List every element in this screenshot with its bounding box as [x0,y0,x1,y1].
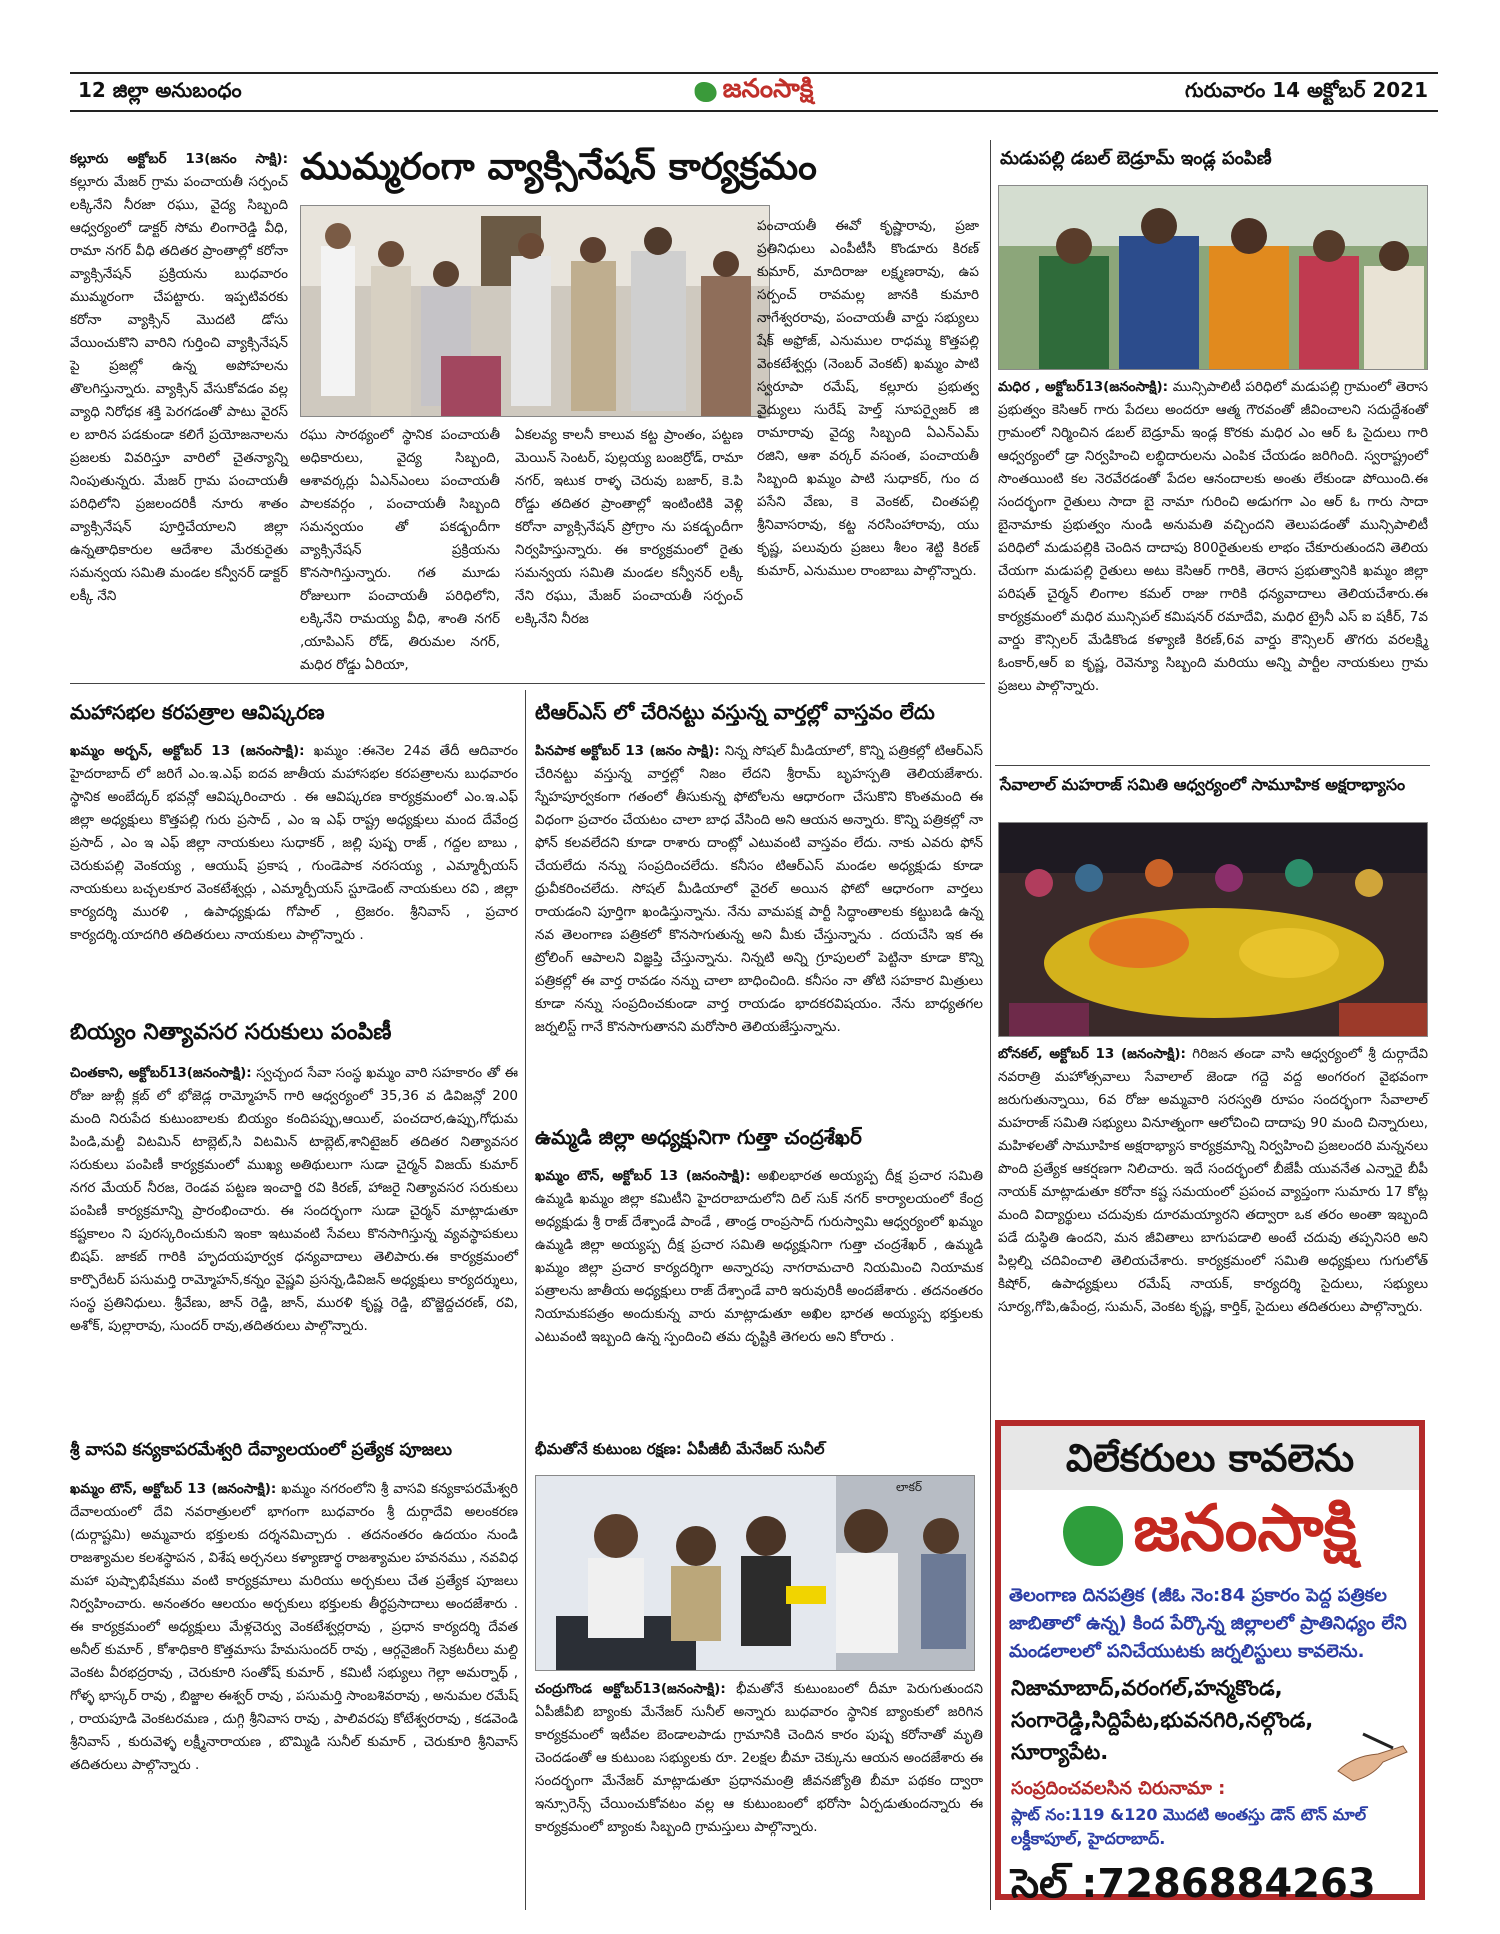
vasavi-dateline: ఖమ్మం టౌన్, అక్టోబర్ 13 (జనంసాక్షి): [70,1481,277,1497]
vasavi-headline: శ్రీ వాసవి కన్యకాపరమేశ్వరి దేవ్యాలయంలో ప్రత్యేక పూజలు [70,1440,452,1460]
sevalal-photo [998,822,1428,1037]
sevalal-dateline: బోనకల్, అక్టోబర్ 13 (జనంసాక్షి): [998,1046,1186,1062]
ad-description: తెలంగాణ దినపత్రిక (జీఓ నెం:84 ప్రకారం పెద్ద పత్రికల జాబితాలో ఉన్న) కింద పేర్కొన్న జిల్లాలలో ప్రాతినిధ్యం లేని మండలాలలో పనిచేయుటకు జర్నలిస్టులు కావలెను. [1009,1585,1407,1662]
mahasabha-dateline: ఖమ్మం అర్బన్, అక్టోబర్ 13 (జనంసాక్షి): [70,743,305,759]
ad-title: విలేకరులు కావలెను [1001,1426,1419,1490]
madupalli-photo [998,185,1428,370]
biyyam-body [70,1062,518,1338]
mahasabha-text: ఖమ్మం :ఈనెల 24వ తేదీ ఆదివారం హైదరాబాద్ లో జరిగే ఎం.ఇ.ఎఫ్ ఐదవ జాతీయ మహాసభల కరపత్రాలను బుధవారం స్థానిక అంబేద్కర్ భవన్లో ఆవిష్కరించారు . ఈ ఆవిష్కరణ కార్యక్రమంలో ఎం.ఇ.ఎఫ్ జిల్లా అధ్యక్షులు కొత్తపల్లి గురు ప్రసాద్ , ఎం ఇ ఎఫ్ రాష్ట్ర అధ్యక్షులు మంద దేవేంద్ర ప్రసాద్ , ఎం ఇ ఎఫ్ జిల్లా నాయకులు సుధాకర్ , జల్లి పుష్ప రాజ్ , గద్దల బాబు , చెరుకుపల్లి వెంకయ్య , ఆయుష్ ప్రకాష , గుండెపాక నరసయ్య , ఎమ్మార్పీయస్ నాయకులు బచ్చలకూర వెంకటేశ్వర్లు , ఎమ్మార్పీయస్ స్టూడెంట్ నాయకులు రవి , జిల్లా కార్యదర్శి మురళి , ఉపాధ్యక్షుడు గోపాల్ , ట్రెజరం. శ్రీనివాస్ , ప్రచార కార్యదర్శి.యాదగిరి తదితరులు నాయకులు పాల్గొన్నారు . [70,743,518,943]
vaccine-col-2 [300,424,500,677]
issue-date: గురువారం 14 అక్టోబర్ 2021 [1184,77,1428,102]
vaccine-col-1 [70,148,288,608]
page-number-section: 12 జిల్లా అనుబంధం [78,77,242,102]
trs-body [535,740,983,1039]
vaccine-col-4 [757,215,979,583]
biyyam-text: స్వచ్చంద సేవా సంస్థ ఖమ్మం వారి సహకారం తో ఈ రోజు జుబ్లీ క్లబ్ లో భోజెడ్ల రామ్మోహన్ గారి ఆధ్వర్యంలో 35,36 వ డివిజన్లో 200 మంది నిరుపేద కుటుంబాలకు బియ్యం కందిపప్పు,ఆయిల్, పంచదార,ఉప్పు,గోధుమ పిండి,మల్టీ విటమిన్ టాబ్లెట్,సి విటమిన్ టాబ్లెట్,శానిటైజర్ తదితర నిత్యావసర సరుకులు పంపిణీ కార్యక్రమంలో ముఖ్య అతిథులుగా సుడా చైర్మన్ విజయ్ కుమార్ నగర మేయర్ నీరజ, రెండవ పట్టణ ఇంచార్జి రవి కిరణ్, హాజరై నిత్యావసర సరుకులు పంపిణీ కార్యక్రమాన్ని ప్రారంభించారు. ఈ సందర్భంగా సుడా చైర్మన్ మాట్లాడుతూ కష్టకాలం ని పురస్కరించుకుని ఇంకా ఇటువంటి సేవలు కొనసాగిస్తున్న వ్యవస్థాపకులు బిషప్. జాకబ్ గారికి హృదయపూర్వక ధన్యవాదాలు తెలిపారు.ఈ కార్యక్రమంలో కార్పొరేటర్ పసుమర్తి రామ్మోహన్,కన్నం వైష్ణవి ప్రసన్న,డివిజన్ అధ్యక్షులు కార్యదర్శులు, సంస్థ ప్రతినిధులు. శ్రీవేణు, జాన్ రెడ్డి, జాన్, మురళి కృష్ణ రెడ్డి, బొజ్జెద్దచరణ్, రవి, అశోక్, పుల్లారావు, సుందర్ రావు,తదితరులు పాల్గొన్నారు. [70,1065,518,1334]
ad-address: ప్లాట్ నం:119 &120 మొదటి అంతస్తు డౌన్ టౌన్ మాల్ లక్డీకాపూల్, హైదరాబాద్. [1011,1805,1367,1848]
section-rule [995,765,1430,766]
writing-hand-icon [1333,1726,1413,1786]
madupalli-dateline: మధిర , అక్టోబర్13(జనంసాక్షి): [998,379,1169,395]
masthead-title: జనంసాక్షి [722,74,814,104]
vaccine-dateline: కల్లూరు అక్టోబర్ 13(జనం సాక్షి): [70,151,288,167]
vasavi-text: ఖమ్మం నగరంలోని శ్రీ వాసవి కన్యకాపరమేశ్వరి దేవాలయంలో దేవి నవరాత్రులలో భాగంగా బుధవారం శ్రీ దుర్గాదేవి అలంకరణ (దుర్గాష్టమి) అమ్మవారు భక్తులకు దర్శనమిచ్చారు . తదనంతరం ఉదయం నుండి రాజశ్యామల కలశస్థాపన , విశేష అర్చనలు కళ్యాణార్థ రాజశ్యామల హవనము , నవవిధ మహా పుష్పాభిషేకము వంటి కార్యక్రమాలు మరియు అర్చకులు చేత ప్రత్యేక పూజలు నిర్వహించారు. అనంతరం ఆలయం అర్చకులు భక్తులకు తీర్థప్రసాదాలు అందజేశారు . ఈ కార్యక్రమంలో అధ్యక్షులు మేళ్లచెర్వు వెంకటేశ్వర్లరావు , ప్రధాన కార్యదర్శి దేవత అనీల్ కుమార్ , కోశాధికారి కొత్తమాసు హేమసుందర్ రావు , ఆర్గనైజింగ్ సెక్రటరీలు మల్ది వెంకట వీరభద్రరావు , చెరుకూరి సంతోష్ కుమార్ , కమిటీ సభ్యులు గెల్లా అమర్నాథ్ , గోళ్ళ భాస్కర్ రావు , బిజ్జాల ఈశ్వర్ రావు , పసుమర్తి సాంబశివరావు , అనుమల రమేష్ , రాయపూడి వెంకటరమణ , దుగ్గి శ్రీనివాస రావు , పాలివరపు కోటేశ్వరరావు , కడవెండి శ్రీనివాస్ , కురువెళ్ళ లక్ష్మీనారాయణ , బొమ్మిడి సునీల్ కుమార్ , చెరుకూరి శ్రీనివాస్ తదితరులు పాల్గొన్నారు . [70,1481,518,1773]
madupalli-headline: మడుపల్లి డబల్ బెడ్రూమ్ ఇండ్ల పంపిణీ [1000,148,1272,169]
guttha-text: అఖిలభారత అయ్యప్ప దీక్ష ప్రచార సమితి ఉమ్మడి ఖమ్మం జిల్లా కమిటీని హైదరాబాదులోని దిల్ సుక్ నగర్ కార్యాలయంలో కేంద్ర అధ్యక్షుడు శ్రీ రాజ్ దేశ్పాండే పాండే , తాండ్ర రాంప్రసాద్ గురుస్వామి ఆధ్వర్యంలో ఖమ్మం ఉమ్మడి జిల్లా అయ్యప్ప దీక్ష ప్రచార సమితి అధ్యక్షునిగా గుత్తా చంద్రశేఖర్ , ఉమ్మడి ఖమ్మం జిల్లా ప్రచార కార్యదర్శిగా అన్నారపు నాగరామచారి నియమించి నియామక పత్రాలను జాతీయ అధ్యక్షులు రాజ్ దేశ్పాండే వారి ఇరువురికీ అందజేశారు . తదనంతరం నియామకపత్రం అందుకున్న వారు మాట్లాడుతూ అఖిల భారత అయ్యప్ప భక్తులకు ఎటువంటి ఇబ్బంది ఉన్న స్పందించి తమ దృష్టికి తెగలరు అని కోరారు . [535,1168,984,1345]
mahasabha-headline: మహాసభల కరపత్రాల ఆవిష్కరణ [70,700,325,724]
column-rule [990,140,991,1910]
guttha-headline: ఉమ్మడి జిల్లా అధ్యక్షునిగా గుత్తా చంద్రశేఖర్ [535,1125,862,1149]
biyyam-headline: బియ్యం నిత్యావసర సరుకులు పంపిణీ [70,1020,392,1045]
trs-headline: టిఆర్ఎస్ లో చేరినట్టు వస్తున్న వార్తల్లో వాస్తవం లేదు [535,700,935,724]
vaccine-headline: ముమ్మరంగా వ్యాక్సినేషన్ కార్యక్రమం [300,145,817,188]
column-rule [525,690,526,1910]
bheema-text: భీమతోనే కుటుంబంలో దీమా పెరుగుతుందని ఏపీజీవీబి బ్యాంకు మేనేజర్ సునీల్ అన్నారు బుధవారం స్థానిక బ్యాంకులో జరిగిన కార్యక్రమంలో ఇటీవల బెండాలపాడు గ్రామానికి చెందిన కారం పుష్ప కరోనాతో మృతి చెందడంతో ఆ కుటుంబ సభ్యులకు రూ. 2లక్షల బీమా చెక్కును ఆయన అందజేశారు ఈ సందర్భంగా మేనేజర్ మాట్లాడుతూ ప్రధానమంత్రి జీవనజ్యోతి బీమా పథకం ద్వారా ఇన్సూరెన్స్ చేయించుకోవటం వల్ల ఆ కుటుంబంలో భరోసా ఏర్పడుతుందన్నారు ఈ కార్యక్రమంలో బ్యాంకు సిబ్బంది గ్రామస్తులు పాల్గొన్నారు. [535,1681,984,1835]
telangana-map-icon [695,82,717,102]
vaccine-text-2: రఘు సారథ్యంలో స్థానిక పంచాయతీ అధికారులు, వైద్య సిబ్బంది, ఆశావర్కర్లు ఏఎన్ఎంలు పంచాయతీ పాలకవర్గం , పంచాయతీ సిబ్బంది సమన్వయం తో పకడ్బందీగా వ్యాక్సినేషన్ ప్రక్రియను కొనసాగిస్తున్నారు. గత మూడు రోజులుగా పంచాయతీ పరిధిలోని, లక్కినేని రామయ్య వీధి, శాంతి నగర్ ,యాపిఎస్ రోడ్, తిరుమల నగర్, మధిర రోడ్డు ఏరియా, [300,427,500,673]
ad-address-title: సంప్రదించవలసిన చిరునామా : [1011,1778,1226,1799]
vaccine-col-3 [515,424,743,631]
madupalli-text: మున్సిపాలిటీ పరిధిలో మడుపల్లి గ్రామంలో తెరాస ప్రభుత్వం కెసిఆర్ గారు పేదలు అందరూ ఆత్మ గౌరవంతో జీవించాలని సదుద్దేశంతో గ్రామంలో నిర్మించిన డబల్ బెడ్రూమ్ ఇండ్ల కొరకు మధిర ఎం ఆర్ ఓ సైదులు గారి ఆధ్వర్యంలో డ్రా నిర్వహించి లబ్ధిదారులను ఎంపిక చేయడం జరిగింది. స్వరాష్ట్రంలో సొంతయింటి కల నెరవేరడంతో పేదల ఆనందాలకు అంతు లేకుండా పోయింది.ఈ సందర్భంగా రైతులు సాదా బై నామా గురించి అడుగగా ఎం ఆర్ ఓ గారు సాదా బైనామాకు ప్రభుత్వం నుండి అనుమతి వచ్చిందని తెలుపడంతో మున్సిపాలిటీ పరిధిలో మడుపల్లికి చెందిన దాదాపు 800రైతులకు లాభం చేకూరుతుందని తెలియ చేయగా మడుపల్లి రైతులు అటు కెసిఆర్ గారికి, తెరాస ప్రభుత్వానికి ఖమ్మం జిల్లా పరిషత్ చైర్మన్ లింగాల కమల్ రాజు గారికి ధన్యవాదాలు తెలియచేశారు.ఈ కార్యక్రమంలో మధిర మున్సిపల్ కమిషనర్ రమాదేవి, మధిర ట్రైనీ ఎస్ ఐ షకీర్, 7వ వార్డు కౌన్సిలర్ మేడికొండ కళ్యాణి కిరణ్,6వ వార్డు కౌన్సిలర్ తొగరు వరలక్ష్మి ఓంకార్,ఆర్ ఐ కృష్ణ, రెవెన్యూ సిబ్బంది మరియు అన్ని పార్టీల నాయకులు గ్రామ ప్రజలు పాల్గొన్నారు. [998,379,1428,694]
ad-brand-name: జనంసాక్షి [1133,1491,1357,1566]
section-rule [70,683,985,684]
vaccine-text-3a: పంచాయతీ ఈవో కృష్ణారావు, ప్రజా ప్రతినిధులు ఎంపీటీసీ కొండూరు కిరణ్ కుమార్, మాదిరాజు లక్ష్మణరావు, ఉప సర్పంచ్ రావమల్ల జానకి కుమారి నాగేశ్వరరావు, పంచాయతీ వార్డు సభ్యులు షేక్ అఫ్రోజ్, ఎనుముల [757,218,979,349]
vaccine-text-4: రాధమ్మ కొత్తపల్లి వెంకటేశ్వర్లు (నెంబర్ వెంకట్) ఖమ్మం పాటి స్వరూపా రమేష్, కల్లూరు ప్రభుత్వ వైద్యులు సురేష్ హెల్త్ సూపర్వైజర్ జి రామారావు వైద్య సిబ్బంది ఏఎన్ఎమ్ రజిని, ఆశా వర్కర్ వసంత, పంచాయతీ సిబ్బంది ఖమ్మం పాటి సుధాకర్, గుం ద పసేని వేణు, కె వెంకట్, చింతపల్లి శ్రీనివాసరావు, కట్ట నరసింహారావు, యు కృష్ణ, పలువురు ప్రజలు శీలం శెట్టి కిరణ్ కుమార్, ఎనుముల రాంబాబు పాల్గొన్నారు. [757,333,980,579]
sevalal-headline: సేవాలాల్ మహరాజ్ సమితి ఆధ్వర్యంలో సామూహిక అక్షరాభ్యాసం [1000,775,1406,794]
ad-phone: సెల్ :7286884263 [1011,1861,1376,1907]
reporters-wanted-ad [995,1420,1425,1907]
biyyam-dateline: చింతకాని, అక్టోబర్13(జనంసాక్షి): [70,1065,252,1081]
ad-cities: నిజామాబాద్,వరంగల్,హన్మకొండ, సంగారెడ్డి,సిద్దిపేట,భువనగిరి,నల్గొండ, సూర్యాపేట. [1011,1676,1314,1764]
sevalal-text: గిరిజన తండా వాసి ఆధ్వర్యంలో శ్రీ దుర్గాదేవి నవరాత్రి మహోత్సవాలు సేవాలాల్ జెండా గద్దె వద్ద అంగరంగ వైభవంగా జరుగుతున్నాయి, 6వ రోజు అమ్మవారి సరస్వతి రూపం సందర్భంగా సేవాలాల్ మహరాజ్ సమితి సభ్యులు వినూత్నంగా ఆలోచించి దాదాపు 90 మంది చిన్నారులు, మహిళలతో సామూహిక అక్షరాభ్యాస కార్యక్రమాన్ని నిర్వహించి ప్రజలందరి మన్ననలు పొంది ప్రత్యేక ఆకర్షణగా నిలిచారు. ఇదే సందర్భంలో బీజేపీ యువనేత ఎన్నారై బీపీ నాయక్ మాట్లాడుతూ కరోనా కష్ట సమయంలో ప్రపంచ వ్యాప్తంగా సుమారు 17 కోట్ల మంది విద్యార్థులు చదువుకు దూరమయ్యారని తద్వారా ఒక తరం అంతా ఇబ్బంది పడే దుస్థితి ఉందని, మన జీవితాలు బాగుపడాలి అంటే చదువు తప్పనిసరి అని పిల్లల్ని చదివించాలి తెలియచేశారు. కార్యక్రమంలో సమితి అధ్యక్షులు గుగులోత్ కిషోర్, ఉపాధ్యక్షులు రమేష్ నాయక్, కార్యదర్శి సైదులు, సభ్యులు సూర్య,గోపి,ఉపేంద్ర, సుమన్, వెంకట కృష్ణ, కార్తిక్, సైదులు తదితరులు పాల్గొన్నారు. [998,1046,1428,1315]
masthead [695,74,814,110]
vaccine-photo [300,205,770,417]
vaccine-text-1: కల్లూరు మేజర్ గ్రామ పంచాయతీ సర్పంచ్ లక్కినేని నీరజా రఘు, వైద్య సిబ్బంది ఆధ్వర్యంలో డాక్టర్ సోమ లింగారెడ్డి వీధి, రామా నగర్ వీధి తదితర ప్రాంతాల్లో కరోనా వ్యాక్సినేషన్ ప్రక్రియను బుధవారం ముమ్మరంగా చేపట్టారు. ఇప్పటివరకు కరోనా వ్యాక్సిన్ మొదటి డోసు వేయించుకొని వారిని గుర్తించి వ్యాక్సినేషన్ పై ప్రజల్లో ఉన్న అపోహలను తొలగిస్తున్నారు. వ్యాక్సిన్ వేసుకోవడం వల్ల వ్యాధి నిరోధక శక్తి పెరగడంతో పాటు వైరస్ ల బారిన పడకుండా కలిగే ప్రయోజనాలను ప్రజలకు వివరిస్తూ వారిలో చైతన్యాన్ని నింపుతున్నరు. మేజర్ గ్రామ పంచాయతీ పరిధిలోని ప్రజలందరికీ నూరు శాతం వ్యాక్సినేషన్ పూర్తిచేయాలని జిల్లా ఉన్నతాధికారుల ఆదేశాల మేరకురైతు సమన్వయ సమితి మండల కన్వీనర్ డాక్టర్ లక్కీ నేని [70,174,288,604]
trs-text: నిన్న సోషల్ మీడియాలో, కొన్ని పత్రికల్లో టిఆర్ఎస్ చేరినట్టు వస్తున్న వార్తల్లో నిజం లేదని శ్రీరామ్ బృహస్పతి తెలియజేశారు. స్నేహపూర్వకంగా గతంలో తీసుకున్న ఫోటోలను ఆధారంగా చేసుకొని కొంతమంది ఈ విధంగా ప్రచారం చేయటం చాలా బాధ వేసింది అని ఆయన అన్నారు. కొన్ని పత్రికల్లో నా ఫోన్ కలవలేదని కూడా రాశారు దాంట్లో ఎటువంటి వాస్తవం లేదు. నాకు ఎవరు ఫోన్ చేయలేదు నన్ను సంప్రదించలేదు. కనీసం టిఆర్ఎస్ మండల అధ్యక్షుడు కూడా ధ్రువీకరించలేదు. సోషల్ మీడియాలో వైరల్ అయిన ఫోటో ఆధారంగా వార్తలు రాయడంని పూర్తిగా ఖండిస్తున్నాను. నేను వామపక్ష పార్టీ సిద్ధాంతాలకు కట్టుబడి ఉన్న నవ తెలంగాణ పత్రికలో కొనసాగుతున్న అని మీకు చేస్తున్నాను . దయచేసి ఇక ఈ ట్రోలింగ్ ఆపాలని విజ్ఞప్తి చేస్తున్నాను. నిన్నటి అన్ని గ్రూపులలో పెట్టినా కూడా కొన్ని పత్రికల్లో ఈ వార్త రావడం నన్ను చాలా బాధించింది. కనీసం నా తోటి సహకార మిత్రులు కూడా నన్ను సంప్రదించకుండా వార్త రాయడం భాదకరవిషయం. నేను బాధ్యతగల జర్నలిస్ట్ గానే కొనసాగుతానని మరోసారి తెలియజేస్తున్నాను. [535,743,984,1035]
vaccine-text-3b: ఏకలవ్య కాలనీ కాలువ కట్ట ప్రాంతం, పట్టణ మెయిన్ సెంటర్, పుల్లయ్య బంజర్రోడ్, రామా నగర్, ఇటుక రాళ్ళ చెరువు బజార్, కె.పి రోడ్డు తదితర ప్రాంతాల్లో ఇంటింటికి వెళ్లి కరోనా వ్యాక్సినేషన్ ప్రోగ్రాం ను పకడ్బందీగా నిర్వహిస్తున్నారు. ఈ కార్యక్రమంలో రైతు సమన్వయ సమితి మండల కన్వీనర్ లక్కీ నేని రఘు, మేజర్ పంచాయతీ సర్పంచ్ లక్కినేని నీరజ [515,427,743,627]
bheema-headline: భీమతోనే కుటుంబ రక్షణ: ఏపీజీబీ మేనేజర్ సునీల్ [535,1440,825,1458]
bheema-dateline: చంద్రుగొండ అక్టోబర్13(జనంసాక్షి): [535,1681,726,1697]
telangana-map-icon [1063,1506,1123,1566]
trs-dateline: పినపాక అక్టోబర్ 13 (జనం సాక్షి): [535,743,720,759]
vasavi-body [70,1478,518,1777]
ad-brand [1001,1490,1419,1582]
madupalli-body [998,376,1428,698]
sevalal-body [998,1043,1428,1319]
mahasabha-body [70,740,518,947]
bheema-photo [535,1475,975,1671]
page-header [70,72,1438,112]
guttha-dateline: ఖమ్మం టౌన్, అక్టోబర్ 13 (జనంసాక్షి): [535,1168,751,1184]
guttha-body [535,1165,983,1349]
bheema-body [535,1678,983,1839]
locker-sign: లాకర్ [896,1480,923,1494]
